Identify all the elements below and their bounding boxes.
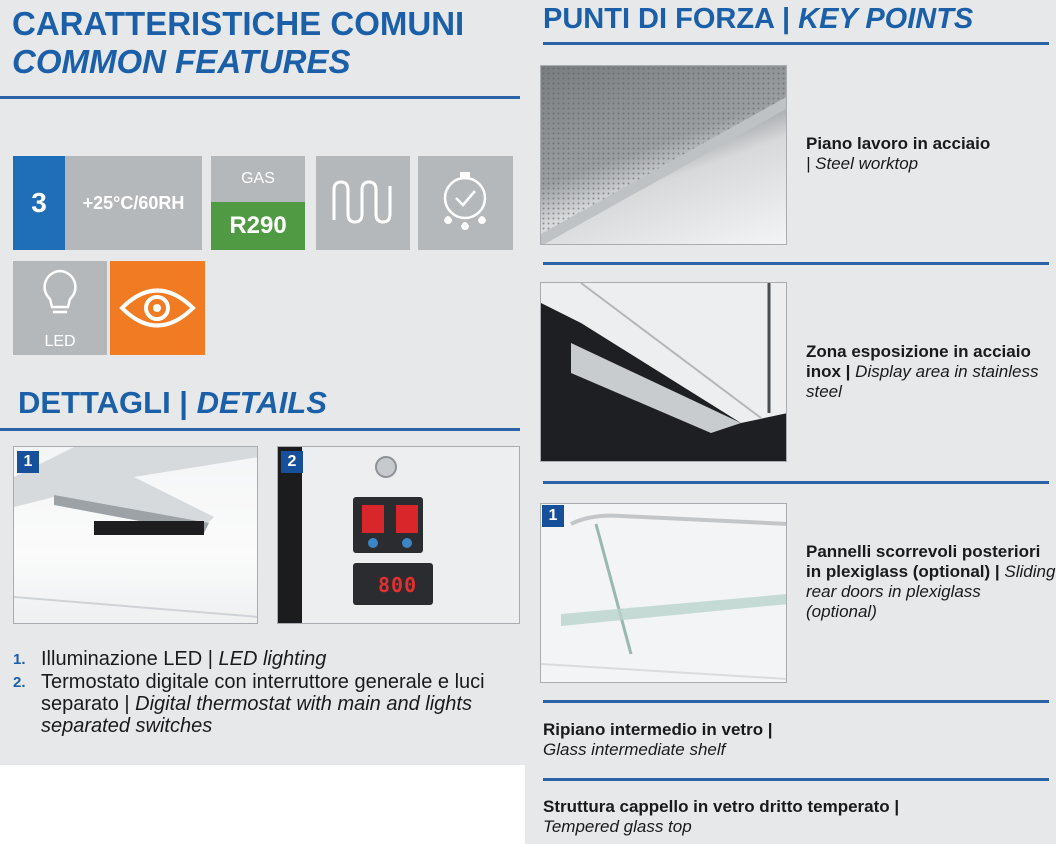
- key-point-3-it: Pannelli scorrevoli posteriori in plexiglass (optional) |: [806, 542, 1041, 581]
- key-point-1-it: Piano lavoro in acciaio: [806, 134, 991, 153]
- key-point-1-en: | Steel worktop: [806, 154, 919, 173]
- visibility-tile: [110, 261, 205, 355]
- gas-tile: [211, 156, 305, 250]
- display-area-illustration: [541, 283, 787, 462]
- key-points-panel: [525, 0, 1056, 844]
- thermostat-panel-illustration: [278, 447, 520, 624]
- key-point-2: [806, 342, 1051, 402]
- details-title-en: DETAILS: [196, 385, 327, 420]
- details-list: [13, 648, 493, 737]
- detail-badge-1: 1: [17, 451, 39, 473]
- key-point-4-it: Ripiano intermedio in vetro |: [543, 720, 773, 739]
- heater-tile: [316, 156, 410, 250]
- defrost-drops-icon: [418, 156, 513, 250]
- thermostat-readout: 800: [378, 573, 418, 597]
- key-point-divider-4: [543, 778, 1049, 781]
- details-item-1-num: 1.: [13, 651, 26, 668]
- details-divider: [0, 428, 520, 431]
- glass-shelf-illustration: [541, 504, 787, 683]
- key-points-title: [543, 2, 973, 36]
- details-item-1: [13, 648, 493, 670]
- thermostat-photo: [277, 446, 520, 624]
- sliding-doors-photo: [540, 503, 787, 683]
- key-point-divider-3: [543, 700, 1049, 703]
- steel-worktop-photo: [540, 65, 787, 245]
- climate-class-tile: [65, 156, 202, 250]
- deck-count-tile: [13, 156, 65, 250]
- common-features-title-en: COMMON FEATURES: [12, 43, 351, 80]
- details-title: [18, 386, 327, 420]
- key-point-2-en: Display area in stainless steel: [806, 362, 1039, 401]
- details-item-2-en: Digital thermostat with main and lights separated switches: [41, 693, 472, 737]
- details-item-2-num: 2.: [13, 674, 26, 691]
- key-points-divider: [543, 42, 1049, 45]
- deck-count: 3: [31, 187, 47, 218]
- led-label: LED: [44, 333, 76, 350]
- display-area-photo: [540, 282, 787, 462]
- heater-icon: [316, 156, 410, 250]
- details-item-2: [13, 671, 493, 737]
- title-divider: [0, 96, 520, 99]
- led-tile: [13, 261, 107, 355]
- key-point-3-en: Sliding rear doors in plexiglass (optional): [806, 562, 1056, 621]
- details-item-1-it: Illuminazione LED |: [41, 648, 213, 670]
- key-point-5: [543, 797, 1048, 837]
- eye-icon: [110, 261, 205, 355]
- key-point-5-en: Tempered glass top: [543, 817, 692, 836]
- common-features-title-it: CARATTERISTICHE COMUNI: [12, 5, 465, 42]
- common-features-panel: [0, 0, 525, 765]
- climate-class: +25°C/60RH: [82, 193, 185, 213]
- details-item-1-en: LED lighting: [218, 648, 327, 670]
- key-points-title-it: PUNTI DI FORZA |: [543, 3, 791, 35]
- key-point-4: [543, 720, 1043, 760]
- defrost-tile: [418, 156, 513, 250]
- gas-value: R290: [211, 202, 305, 250]
- key-point-4-en: Glass intermediate shelf: [543, 740, 726, 759]
- led-profile-illustration: [14, 447, 258, 624]
- details-item-2-it: Termostato digitale con interruttore generale e luci separato |: [41, 671, 485, 715]
- worktop-illustration: [541, 66, 787, 245]
- bulb-icon: [13, 261, 107, 321]
- key-point-2-it: Zona esposizione in acciaio inox |: [806, 342, 1031, 381]
- led-lighting-photo: [13, 446, 258, 624]
- key-points-title-en: KEY POINTS: [798, 3, 974, 35]
- details-title-it: DETTAGLI |: [18, 385, 188, 420]
- key-point-1: [806, 134, 1051, 174]
- gas-label: GAS: [241, 170, 275, 187]
- detail-badge-2: 2: [281, 451, 303, 473]
- key-point-3: [806, 542, 1056, 622]
- key-point-divider-1: [543, 262, 1049, 265]
- key-point-divider-2: [543, 481, 1049, 484]
- key-point-5-it: Struttura cappello in vetro dritto temperato |: [543, 797, 900, 816]
- key-point-badge-1: 1: [542, 505, 564, 527]
